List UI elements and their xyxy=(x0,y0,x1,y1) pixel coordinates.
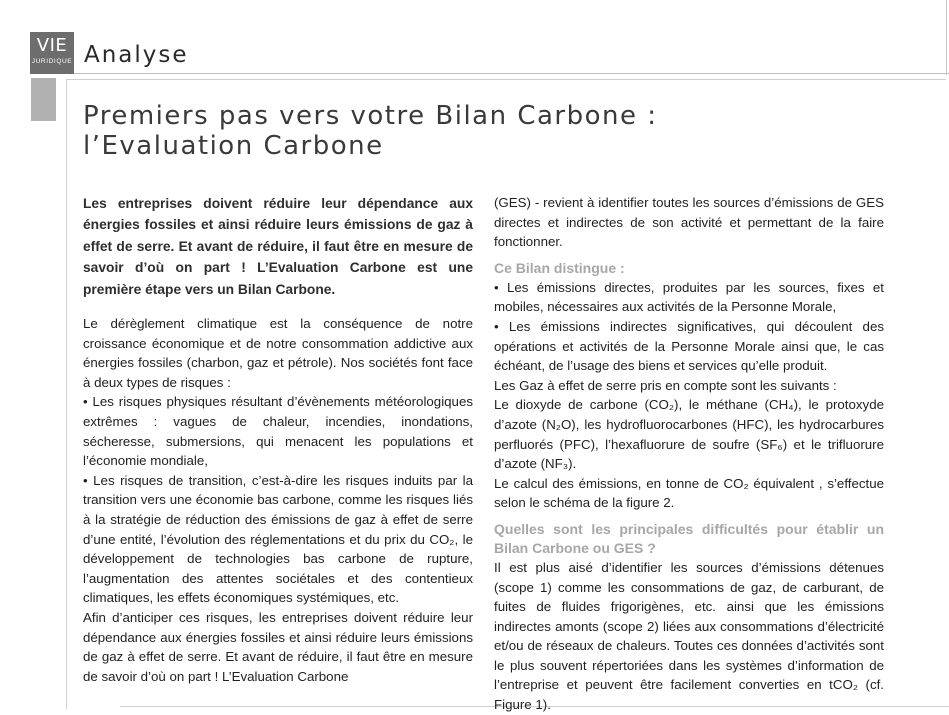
bullet-item: • Les risques physiques résultant d’évènements météorologiques extrêmes : vagues de chaleur, incendies, inondations, sécheresse, submersions, qui menacent les populations et l’économie mondiale, xyxy=(83,394,473,469)
paragraph: Afin d’anticiper ces risques, les entreprises doivent réduire leur dépendance aux énergies fossiles et ainsi réduire leurs émissions de gaz à effet de serre. Et avant de réduire, il faut être en mesure de savoir d’où on part ! L’Evaluation Carbone xyxy=(83,609,473,684)
bullet-item: • Les risques de transition, c’est-à-dire les risques induits par la transition vers une économie bas carbone, comme les risques liés à la stratégie de réduction des émissions de gaz à effet de serre d’une entité, l’évolution des réglementations et du prix du CO₂, le développement de technologies bas carbone de rupture, l’augmentation des attentes sociétales et des contentieux climatiques, les effets économiques systémiques, etc. xyxy=(83,472,473,606)
lead-paragraph: Les entreprises doivent réduire leur dépendance aux énergies fossiles et ainsi réduire leurs émissions de gaz à effet de serre. Et avant de réduire, il faut être en mesure de savoir d’où on part ! L’Evaluation Carbone est une première étape vers un Bilan Carbone. xyxy=(83,196,473,297)
section-title: Analyse xyxy=(84,42,189,68)
frame-top-rule xyxy=(66,79,946,80)
paragraph: (GES) - revient à identifier toutes les sources d’émissions de GES directes et indirectes de son activité et permettant de la faire fonctionner. xyxy=(494,195,884,250)
subheading: Quelles sont les principales difficultés pour établir un Bilan Carbone ou GES ? xyxy=(494,520,884,556)
bullet-item: • Les émissions directes, produites par les sources, fixes et mobiles, nécessaires aux activités de la Personne Morale, xyxy=(494,279,884,315)
paragraph: Le dérèglement climatique est la conséquence de notre croissance économique et de notre consommation addictive aux énergies fossiles (charbon, gaz et pétrole). Nos sociétés font face à deux types de risques : xyxy=(83,316,473,390)
column-left xyxy=(83,193,473,686)
paragraph: Le calcul des émissions, en tonne de CO₂ équivalent , s’effectue selon le schéma de la figure 2. xyxy=(494,475,884,511)
header-rule xyxy=(74,73,949,74)
paragraph: Les Gaz à effet de serre pris en compte sont les suivants : xyxy=(494,377,837,393)
title-line-1: Premiers pas vers votre Bilan Carbone : xyxy=(83,101,658,131)
title-line-2: l’Evaluation Carbone xyxy=(83,131,384,161)
column-right xyxy=(494,193,884,715)
magazine-logo xyxy=(30,32,74,74)
frame-left-rule xyxy=(66,79,67,709)
page-edge-rule xyxy=(946,0,947,75)
article-title xyxy=(83,101,883,161)
decorative-bar xyxy=(31,78,56,121)
subheading: Ce Bilan distingue : xyxy=(494,259,625,276)
bullet-item: • Les émissions indirectes significatives, qui découlent des opérations et activités de la Personne Morale ainsi que, le cas échéant, de l’usage des biens et services qu’elle produit. xyxy=(494,318,884,374)
logo-text-bottom: JURIDIQUE xyxy=(31,58,73,65)
paragraph: Le dioxyde de carbone (CO₂), le méthane (CH₄), le protoxyde d’azote (N₂O), les hydrofluorocarbones (HFC), les hydrocarbures perfluorés (PFC), l’hexafluorure de soufre (SF₆) et le trifluorure d’azote (NF₃). xyxy=(494,397,884,472)
logo-text-top: VIE xyxy=(36,35,68,56)
paragraph: Il est plus aisé d’identifier les sources d’émissions détenues (scope 1) comme les consommations de gaz, de carburant, de fuites de fluides frigorigènes, etc. ainsi que les émissions indirectes amonts (scope 2) liées aux consommations d’électricité et/ou de réseaux de chaleurs. Toutes ces données d’activités sont le plus souvent répertoriées dans les systèmes d’information de l’entreprise et peuvent être facilement converties en tCO₂ (cf. Figure 1). xyxy=(494,559,884,713)
